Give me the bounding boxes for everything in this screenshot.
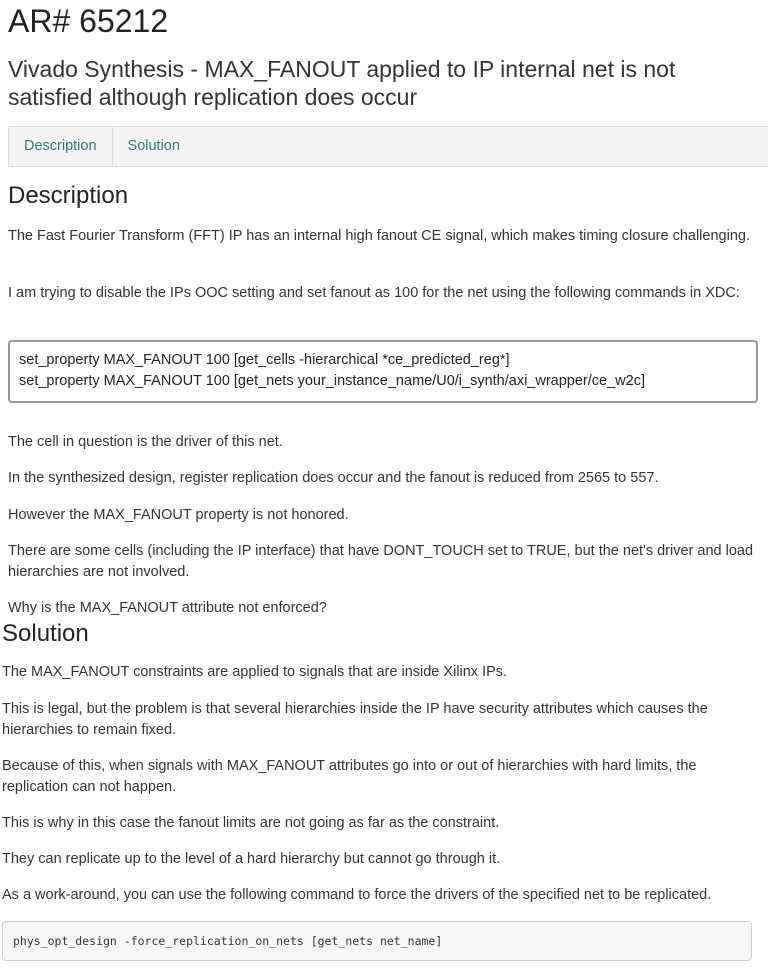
solution-paragraph: The MAX_FANOUT constraints are applied to signals that are inside Xilinx IPs. <box>2 664 508 680</box>
description-paragraph: In the synthesized design, register replication does occur and the fanout is reduced from 2565 to 557. <box>8 470 659 486</box>
description-paragraph: The Fast Fourier Transform (FFT) IP has an internal high fanout CE signal, which makes timing closure challenging. <box>8 228 750 244</box>
command-code-block: phys_opt_design -force_replication_on_nets [get_nets net_name] <box>2 921 752 961</box>
tab-description[interactable]: Description <box>9 127 113 166</box>
description-paragraph: The cell in question is the driver of this net. <box>8 434 283 450</box>
code-line: set_property MAX_FANOUT 100 [get_cells -hierarchical *ce_predicted_reg*] <box>19 352 510 368</box>
solution-paragraph: Because of this, when signals with MAX_FANOUT attributes go into or out of hierarchies with hard limits, the replication can not happen. <box>2 758 697 795</box>
tab-solution[interactable]: Solution <box>127 138 180 154</box>
description-heading: Description <box>8 182 129 209</box>
solution-paragraph: This is why in this case the fanout limits are not going as far as the constraint. <box>2 815 500 831</box>
solution-heading: Solution <box>2 620 89 647</box>
xdc-code-block <box>8 340 758 403</box>
solution-paragraph: They can replicate up to the level of a hard hierarchy but cannot go through it. <box>2 851 501 867</box>
solution-paragraph: As a work-around, you can use the following command to force the drivers of the specified net to be replicated. <box>2 887 712 903</box>
code-line: set_property MAX_FANOUT 100 [get_nets your_instance_name/U0/i_synth/axi_wrapper/ce_w2c] <box>19 373 645 389</box>
solution-paragraph: This is legal, but the problem is that several hierarchies inside the IP have security attributes which causes the hierarchies to remain fixed. <box>2 701 708 738</box>
description-paragraph: There are some cells (including the IP interface) that have DONT_TOUCH set to TRUE, but the net's driver and load hierarchies are not involved. <box>8 543 754 580</box>
description-paragraph: I am trying to disable the IPs OOC setting and set fanout as 100 for the net using the following commands in XDC: <box>8 285 740 301</box>
description-paragraph: Why is the MAX_FANOUT attribute not enforced? <box>8 600 327 616</box>
page-title: AR# 65212 <box>8 3 169 39</box>
description-paragraph: However the MAX_FANOUT property is not honored. <box>8 507 349 523</box>
section-tabs <box>8 126 768 167</box>
page-subtitle: Vivado Synthesis - MAX_FANOUT applied to IP internal net is not satisfied although replication does occur <box>8 56 676 110</box>
